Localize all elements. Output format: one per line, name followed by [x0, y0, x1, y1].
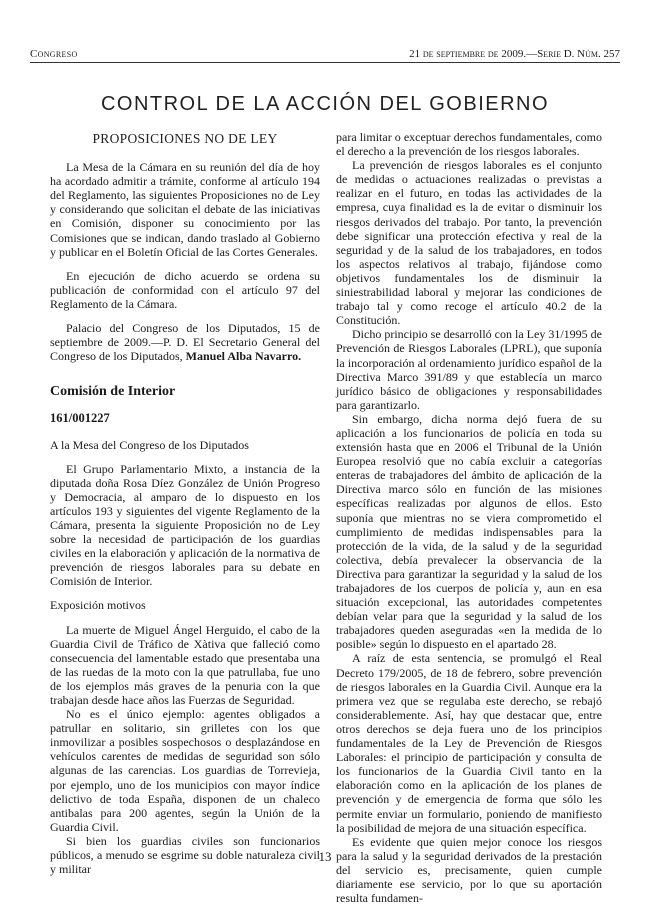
body-paragraph-3: No es el único ejemplo: agentes obligados a patrullar en solitario, sin grilletes con los que inmovilizar a posibles sospechosos o desplazándose en vehículos carentes de medidas de seguridad son sólo algunas de las carencias. Los guardias de Torrevieja, por ejemplo, uno de los municipios con mayor índice delictivo de toda España, disponen de un chaleco antibalas para 200 agentes, según la Unión de la Guardia Civil.: [50, 707, 320, 834]
right-paragraph-4: Sin embargo, dicha norma dejó fuera de su aplicación a los funcionarios de policía en toda su extensión hasta que en 2006 el Tribunal de la Unión Europea resolvió que no cabía excluir a categorías enteras de trabajadores del ámbito de aplicación de la Directiva marco sólo en función de las misiones específicas realizadas por algunos de ellos. Esto suponía que mientras no se viera comprometido el cumplimiento de medidas indispensables para la protección de la vida, de la salud y de la seguridad colectiva, debía prevalecer la observancia de la Directiva para garantizar la seguridad y la salud de los trabajadores de los cuerpos de policía y, aun en esa situación excepcional, las autoridades competentes debían velar para que la seguridad y la salud de los trabajadores queden aseguradas «en la medida de lo posible» según lo dispuesto en el apartado 28.: [336, 411, 602, 652]
signature-text: Palacio del Congreso de los Diputados, 15 de septiembre de 2009.—P. D. El Secretario General del Congreso de los Diputados,: [50, 321, 320, 364]
body-paragraph-1: El Grupo Parlamentario Mixto, a instancia de la diputada doña Rosa Díez González de Unión Progreso y Democracia, al amparo de lo dispuesto en los artículos 193 y siguientes del vigente Reglamento de la Cámara, presenta la siguiente Proposición no de Ley sobre la necesidad de participación de los guardias civiles en la elaboración y aplicación de la normativa de prevención de riesgos laborales para su debate en Comisión de Interior.: [50, 461, 320, 589]
signatory-name: Manuel Alba Navarro.: [185, 349, 302, 364]
body-paragraph-2: La muerte de Miguel Ángel Herguido, el cabo de la Guardia Civil de Tráfico de Xàtiva que falleció como consecuencia del lamentable estado que presentaba una de las ruedas de la moto con la que patrullaba, fue uno de los ejemplos más graves de la penuria con la que trabajan desde hace años las Fuerzas de Seguridad.: [50, 622, 320, 707]
right-paragraph-2: La prevención de riesgos laborales es el conjunto de medidas o actuaciones realizadas o previstas a realizar en el futuro, en todas las actividades de la empresa, cuya finalidad es la de evitar o disminuir los riesgos derivados del trabajo. Por tanto, la prevención debe significar una protección efectiva y real de la seguridad y de la salud de los trabajadores, en todos los aspectos relativos al trabajo, fijándose como objetivos fundamentales los de disminuir la siniestrabilidad laboral y mejorar las condiciones de trabajo tal y como recoge el artículo 40.2 de la Constitución.: [336, 158, 602, 328]
subsection-title: PROPOSICIONES NO DE LEY: [92, 131, 278, 146]
right-paragraph-1: para limitar o exceptuar derechos fundamentales, como el derecho a la prevención de los riesgos laborales.: [336, 130, 602, 159]
motives-label: Exposición motivos: [50, 598, 146, 613]
addressee: A la Mesa del Congreso de los Diputados: [50, 437, 249, 452]
running-header: [30, 42, 620, 63]
section-title: CONTROL DE LA ACCIÓN DEL GOBIERNO: [100, 93, 550, 115]
right-column: [336, 130, 602, 905]
commission-heading: Comisión de Interior: [50, 384, 176, 400]
right-paragraph-6: Es evidente que quien mejor conoce los riesgos para la salud y la seguridad derivados de la prestación del servicio es, precisamente, quien cumple diariamente ese servicio, por lo que su aportación resulta fundamen-: [336, 834, 602, 906]
header-date-series: 21 de septiembre de 2009.—Serie D. Núm. 257: [409, 48, 620, 60]
body-paragraph-4: Si bien los guardias civiles son funcionarios públicos, a menudo se esgrime su doble naturaleza civil y militar: [50, 833, 320, 877]
page-number: 13: [318, 849, 332, 864]
intro-paragraph-1: La Mesa de la Cámara en su reunión del día de hoy ha acordado admitir a trámite, conforme al artículo 194 del Reglamento, las siguientes Proposiciones no de Ley y considerando que solicitan el debate de las iniciativas en Comisión, disponer su conocimiento por las Comisiones que se indican, dando traslado al Gobierno y publicar en el Boletín Oficial de las Cortes Generales.: [50, 160, 320, 259]
header-publication: Congreso: [30, 48, 78, 60]
file-number: 161/001227: [50, 411, 110, 426]
left-column: [50, 130, 320, 876]
signature-paragraph: [50, 321, 320, 363]
intro-paragraph-2: En ejecución de dicho acuerdo se ordena su publicación de conformidad con el artículo 97 del Reglamento de la Cámara.: [50, 268, 320, 311]
right-paragraph-3: Dicho principio se desarrolló con la Ley 31/1995 de Prevención de Riesgos Laborales (LPRL), que suponía la incorporación al ordenamiento jurídico español de la Directiva Marco 391/89 y que establecía un marco jurídico básico de obligaciones y responsabilidades para garantizarlo.: [336, 327, 602, 412]
right-paragraph-5: A raíz de esta sentencia, se promulgó el Real Decreto 179/2005, de 18 de febrero, sobre prevención de riesgos laborales en la Guardia Civil. Aunque era la primera vez que se regulaba este derecho, se rebajó considerablemente. Así, hay que destacar que, entre otros derechos se deja fuera uno de los principios fundamentales de la Ley de Prevención de Riesgos Laborales: el principio de participación y consulta de los funcionarios de la Guardia Civil tanto en la elaboración como en la aplicación de los planes de prevención y de emergencia de forma que sólo les permite enviar un formulario, poniendo de manifiesto la posibilidad de mejora de una situación específica.: [336, 651, 602, 835]
